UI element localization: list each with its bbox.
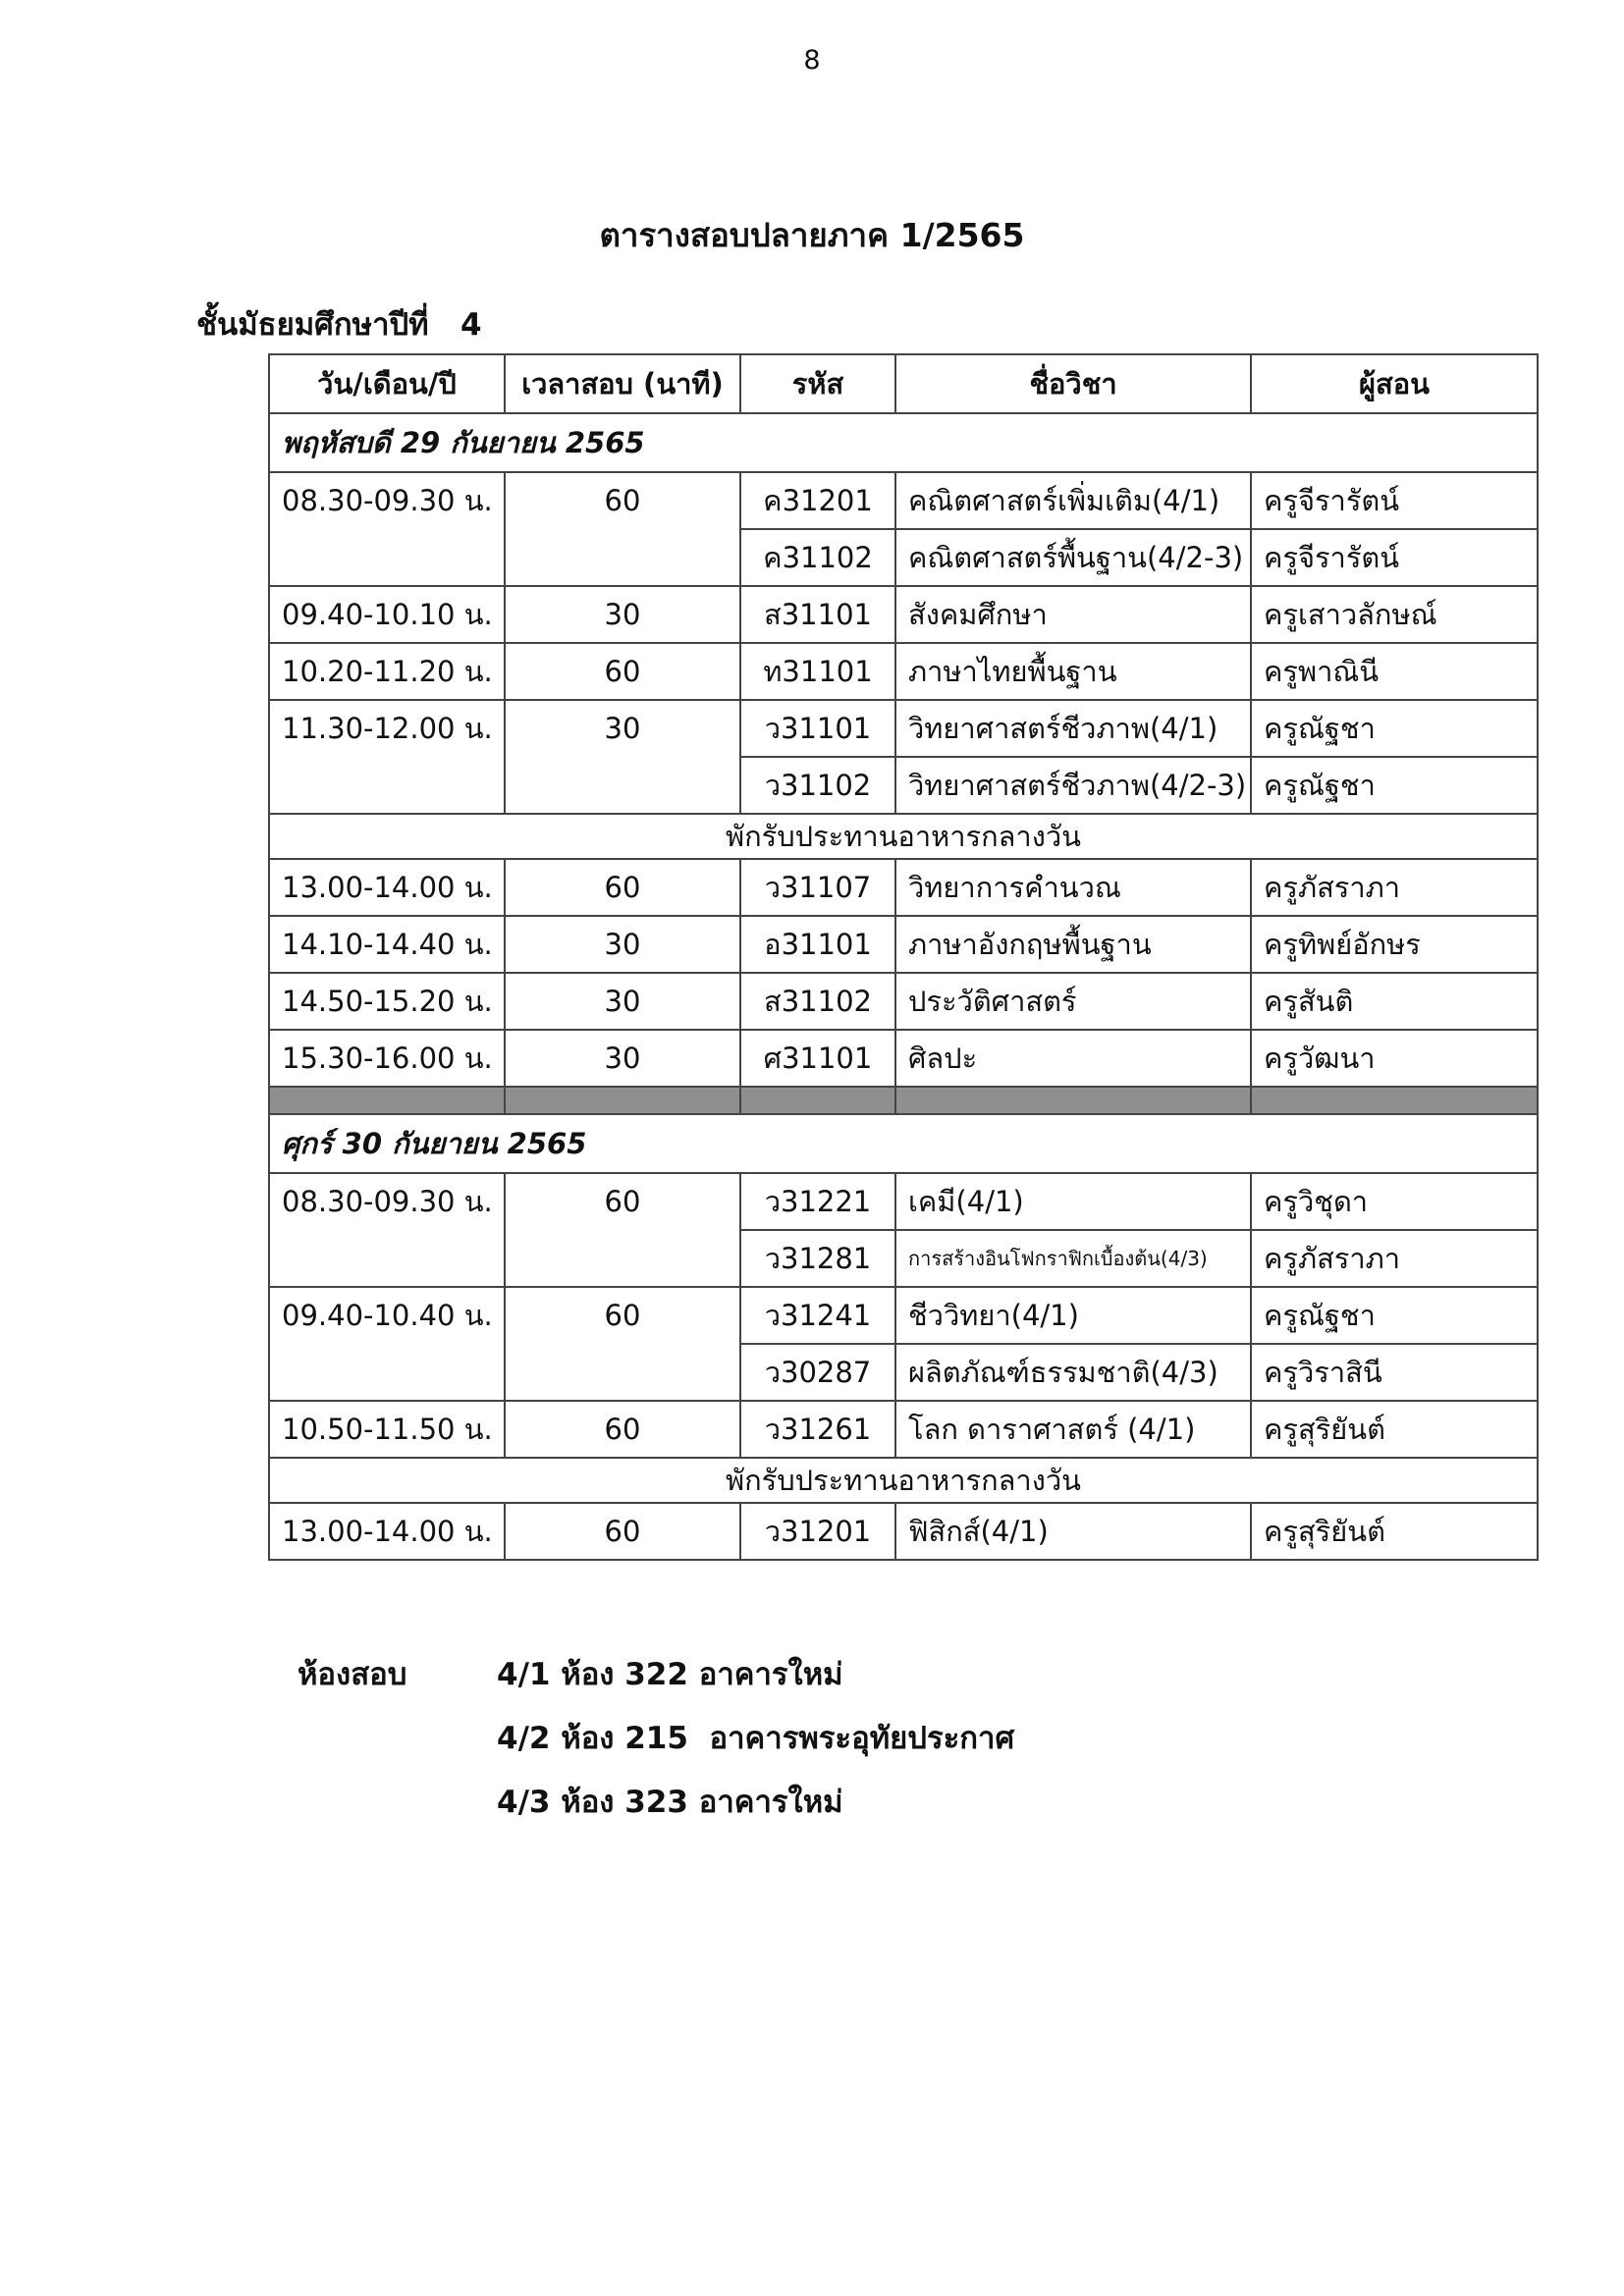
duration-cell: 60 xyxy=(505,472,740,586)
separator-row xyxy=(269,1087,1538,1114)
duration-cell: 30 xyxy=(505,586,740,643)
day-label: ศุกร์ 30 กันยายน 2565 xyxy=(269,1114,1538,1173)
time-cell: 13.00-14.00 น. xyxy=(269,1503,505,1560)
time-cell: 10.20-11.20 น. xyxy=(269,643,505,700)
code-cell: ค31201 xyxy=(740,472,895,529)
day-row xyxy=(269,413,1538,472)
teacher-cell: ครูเสาวลักษณ์ xyxy=(1251,586,1538,643)
table-row xyxy=(269,1030,1538,1087)
room-line: 4/2 ห้อง 215 อาคารพระอุทัยประกาศ xyxy=(497,1721,1015,1756)
teacher-cell: ครูวัฒนา xyxy=(1251,1030,1538,1087)
code-cell: ว30287 xyxy=(740,1344,895,1401)
separator-cell xyxy=(1251,1087,1538,1114)
code-cell: อ31101 xyxy=(740,916,895,973)
lunch-break-label: พักรับประทานอาหารกลางวัน xyxy=(269,814,1538,859)
teacher-cell: ครูสุริยันต์ xyxy=(1251,1401,1538,1458)
teacher-cell: ครูภัสราภา xyxy=(1251,1230,1538,1287)
teacher-cell: ครูจีรารัตน์ xyxy=(1251,529,1538,586)
code-cell: ว31102 xyxy=(740,757,895,814)
time-cell: 09.40-10.40 น. xyxy=(269,1287,505,1401)
subject-cell: ภาษาอังกฤษพื้นฐาน xyxy=(895,916,1251,973)
header-row xyxy=(269,354,1538,413)
subject-cell: ชีววิทยา(4/1) xyxy=(895,1287,1251,1344)
teacher-cell: ครูภัสราภา xyxy=(1251,859,1538,916)
grade-label: ชั้นมัธยมศึกษาปีที่ 4 xyxy=(196,307,482,343)
header-teacher: ผู้สอน xyxy=(1251,354,1538,413)
subject-cell: คณิตศาสตร์เพิ่มเติม(4/1) xyxy=(895,472,1251,529)
subject-cell: เคมี(4/1) xyxy=(895,1173,1251,1230)
teacher-cell: ครูพาณินี xyxy=(1251,643,1538,700)
header-duration: เวลาสอบ (นาที) xyxy=(505,354,740,413)
code-cell: ส31102 xyxy=(740,973,895,1030)
room-line: 4/1 ห้อง 322 อาคารใหม่ xyxy=(497,1657,843,1692)
page-number: 8 xyxy=(803,45,821,76)
lunch-break-label: พักรับประทานอาหารกลางวัน xyxy=(269,1458,1538,1503)
time-cell: 08.30-09.30 น. xyxy=(269,1173,505,1287)
subject-cell: วิทยาการคำนวณ xyxy=(895,859,1251,916)
subject-cell: โลก ดาราศาสตร์ (4/1) xyxy=(895,1401,1251,1458)
duration-cell: 60 xyxy=(505,859,740,916)
time-cell: 14.50-15.20 น. xyxy=(269,973,505,1030)
duration-cell: 60 xyxy=(505,1503,740,1560)
duration-cell: 60 xyxy=(505,1401,740,1458)
duration-cell: 60 xyxy=(505,1173,740,1287)
time-cell: 11.30-12.00 น. xyxy=(269,700,505,814)
teacher-cell: ครูจีรารัตน์ xyxy=(1251,472,1538,529)
time-cell: 14.10-14.40 น. xyxy=(269,916,505,973)
code-cell: ค31102 xyxy=(740,529,895,586)
code-cell: ว31241 xyxy=(740,1287,895,1344)
subject-cell: ศิลปะ xyxy=(895,1030,1251,1087)
subject-cell: วิทยาศาสตร์ชีวภาพ(4/2-3) xyxy=(895,757,1251,814)
subject-cell: วิทยาศาสตร์ชีวภาพ(4/1) xyxy=(895,700,1251,757)
teacher-cell: ครูณัฐชา xyxy=(1251,757,1538,814)
subject-cell: สังคมศึกษา xyxy=(895,586,1251,643)
exam-schedule-table xyxy=(268,353,1539,1561)
time-cell: 15.30-16.00 น. xyxy=(269,1030,505,1087)
teacher-cell: ครูสันติ xyxy=(1251,973,1538,1030)
duration-cell: 30 xyxy=(505,1030,740,1087)
code-cell: ว31261 xyxy=(740,1401,895,1458)
table-row xyxy=(269,1173,1538,1230)
teacher-cell: ครูวิราสินี xyxy=(1251,1344,1538,1401)
lunch-break-row xyxy=(269,1458,1538,1503)
table-row xyxy=(269,1401,1538,1458)
time-cell: 09.40-10.10 น. xyxy=(269,586,505,643)
separator-cell xyxy=(269,1087,505,1114)
subject-cell: ผลิตภัณฑ์ธรรมชาติ(4/3) xyxy=(895,1344,1251,1401)
code-cell: ส31101 xyxy=(740,586,895,643)
code-cell: ว31281 xyxy=(740,1230,895,1287)
table-row xyxy=(269,643,1538,700)
day-row xyxy=(269,1114,1538,1173)
table-row xyxy=(269,916,1538,973)
subject-cell: ฟิสิกส์(4/1) xyxy=(895,1503,1251,1560)
teacher-cell: ครูวิชุดา xyxy=(1251,1173,1538,1230)
duration-cell: 60 xyxy=(505,643,740,700)
separator-cell xyxy=(740,1087,895,1114)
lunch-break-row xyxy=(269,814,1538,859)
table-row xyxy=(269,973,1538,1030)
table-row xyxy=(269,1503,1538,1560)
duration-cell: 60 xyxy=(505,1287,740,1401)
subject-cell: ประวัติศาสตร์ xyxy=(895,973,1251,1030)
room-line: 4/3 ห้อง 323 อาคารใหม่ xyxy=(497,1785,843,1820)
time-cell: 08.30-09.30 น. xyxy=(269,472,505,586)
day-label: พฤหัสบดี 29 กันยายน 2565 xyxy=(269,413,1538,472)
code-cell: ว31101 xyxy=(740,700,895,757)
document-title: ตารางสอบปลายภาค 1/2565 xyxy=(599,216,1025,254)
duration-cell: 30 xyxy=(505,916,740,973)
teacher-cell: ครูสุริยันต์ xyxy=(1251,1503,1538,1560)
header-date: วัน/เดือน/ปี xyxy=(269,354,505,413)
header-subject: ชื่อวิชา xyxy=(895,354,1251,413)
separator-cell xyxy=(505,1087,740,1114)
time-cell: 10.50-11.50 น. xyxy=(269,1401,505,1458)
duration-cell: 30 xyxy=(505,700,740,814)
teacher-cell: ครูณัฐชา xyxy=(1251,1287,1538,1344)
table-row xyxy=(269,472,1538,529)
code-cell: ว31107 xyxy=(740,859,895,916)
teacher-cell: ครูณัฐชา xyxy=(1251,700,1538,757)
subject-cell: คณิตศาสตร์พื้นฐาน(4/2-3) xyxy=(895,529,1251,586)
code-cell: ว31221 xyxy=(740,1173,895,1230)
code-cell: ท31101 xyxy=(740,643,895,700)
header-code: รหัส xyxy=(740,354,895,413)
separator-cell xyxy=(895,1087,1251,1114)
code-cell: ว31201 xyxy=(740,1503,895,1560)
table-row xyxy=(269,586,1538,643)
duration-cell: 30 xyxy=(505,973,740,1030)
table-row xyxy=(269,859,1538,916)
subject-cell: ภาษาไทยพื้นฐาน xyxy=(895,643,1251,700)
table-row xyxy=(269,1287,1538,1344)
exam-rooms-label: ห้องสอบ xyxy=(298,1657,407,1692)
subject-cell: การสร้างอินโฟกราฟิกเบื้องต้น(4/3) xyxy=(895,1230,1251,1287)
table-row xyxy=(269,700,1538,757)
time-cell: 13.00-14.00 น. xyxy=(269,859,505,916)
teacher-cell: ครูทิพย์อักษร xyxy=(1251,916,1538,973)
code-cell: ศ31101 xyxy=(740,1030,895,1087)
